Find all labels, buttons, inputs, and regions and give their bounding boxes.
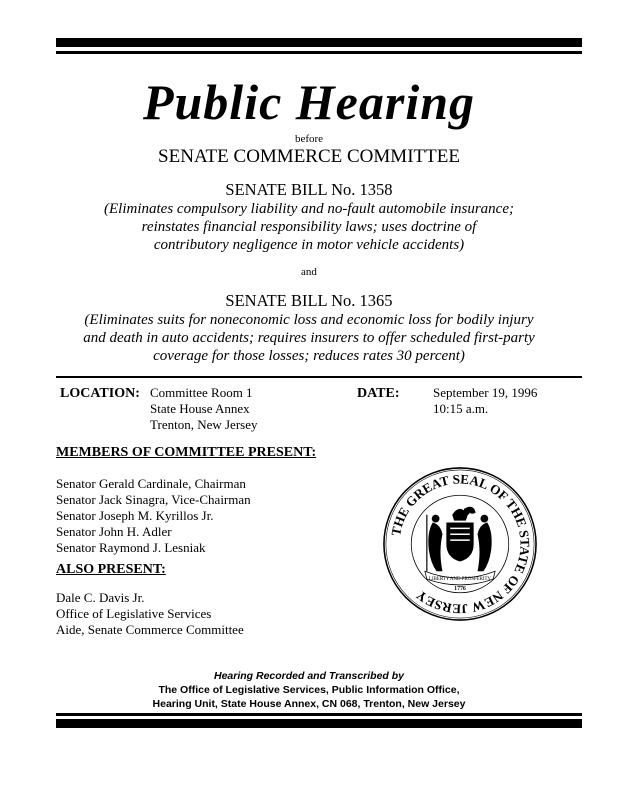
members-heading: MEMBERS OF COMMITTEE PRESENT: [56, 445, 317, 460]
date-lines [433, 385, 537, 417]
bill2-desc-line: coverage for those losses; reduces rates 30 percent) [153, 348, 465, 364]
and-label: and [301, 266, 317, 278]
bill1-desc-line: (Eliminates compulsory liability and no-fault automobile insurance; [104, 201, 514, 217]
location-lines [150, 385, 257, 433]
page-title: Public Hearing [142, 74, 476, 130]
also-present-list [56, 590, 244, 638]
bill1-number: SENATE BILL No. 1358 [225, 180, 393, 199]
list-item: Senator John H. Adler [56, 524, 172, 539]
bottom-rule-thin [56, 713, 582, 716]
location-line: State House Annex [150, 401, 250, 416]
list-item: Senator Raymond J. Lesniak [56, 540, 206, 555]
horse-head-icon [464, 507, 476, 516]
bill2-desc-line: (Eliminates suits for noneconomic loss and economic loss for bodily injury [84, 312, 534, 328]
bill2-number: SENATE BILL No. 1365 [225, 291, 393, 310]
list-item: Senator Joseph M. Kyrillos Jr. [56, 508, 214, 523]
liberty-head-icon [432, 515, 440, 523]
footer-line-2: The Office of Legislative Services, Public Information Office, [158, 684, 460, 696]
list-item: Senator Jack Sinagra, Vice-Chairman [56, 492, 251, 507]
seal-year: 1776 [454, 585, 466, 592]
top-rule-thick [56, 38, 582, 47]
bill1-desc-line: reinstates financial responsibility laws; uses doctrine of [141, 219, 477, 235]
liberty-figure-icon [428, 523, 442, 572]
bottom-rule-thick [56, 719, 582, 728]
location-line: Committee Room 1 [150, 385, 253, 400]
members-list [56, 476, 251, 556]
date-line: 10:15 a.m. [433, 401, 489, 416]
date-label: DATE: [357, 386, 400, 401]
bill2-description [0, 311, 618, 365]
bill1-description [0, 200, 618, 254]
mid-rule [56, 376, 582, 378]
before-label: before [294, 133, 324, 145]
ceres-figure-icon [478, 523, 492, 572]
committee-name: SENATE COMMERCE COMMITTEE [158, 146, 460, 167]
bill1-desc-line: contributory negligence in motor vehicle accidents) [153, 237, 465, 253]
list-item: Aide, Senate Commerce Committee [56, 622, 244, 637]
bill2-desc-line: and death in auto accidents; requires insurers to offer scheduled first-party [83, 330, 535, 346]
top-rule-thin [56, 51, 582, 54]
date-line: September 19, 1996 [433, 385, 538, 400]
location-label: LOCATION: [60, 386, 140, 401]
also-present-heading: ALSO PRESENT: [56, 562, 166, 577]
seal-ring-text: THE GREAT SEAL OF THE STATE OF NEW JERSEY [388, 471, 533, 617]
footer-line-1: Hearing Recorded and Transcribed by [213, 670, 405, 682]
list-item: Senator Gerald Cardinale, Chairman [56, 476, 246, 491]
seal-banner-text: LIBERTY AND PROSPERITY [429, 577, 491, 583]
footer-line-3: Hearing Unit, State House Annex, CN 068, Trenton, New Jersey [152, 698, 466, 710]
ceres-head-icon [480, 515, 488, 523]
list-item: Office of Legislative Services [56, 606, 212, 621]
location-line: Trenton, New Jersey [150, 417, 258, 432]
list-item: Dale C. Davis Jr. [56, 590, 145, 605]
nj-state-seal [382, 466, 538, 622]
